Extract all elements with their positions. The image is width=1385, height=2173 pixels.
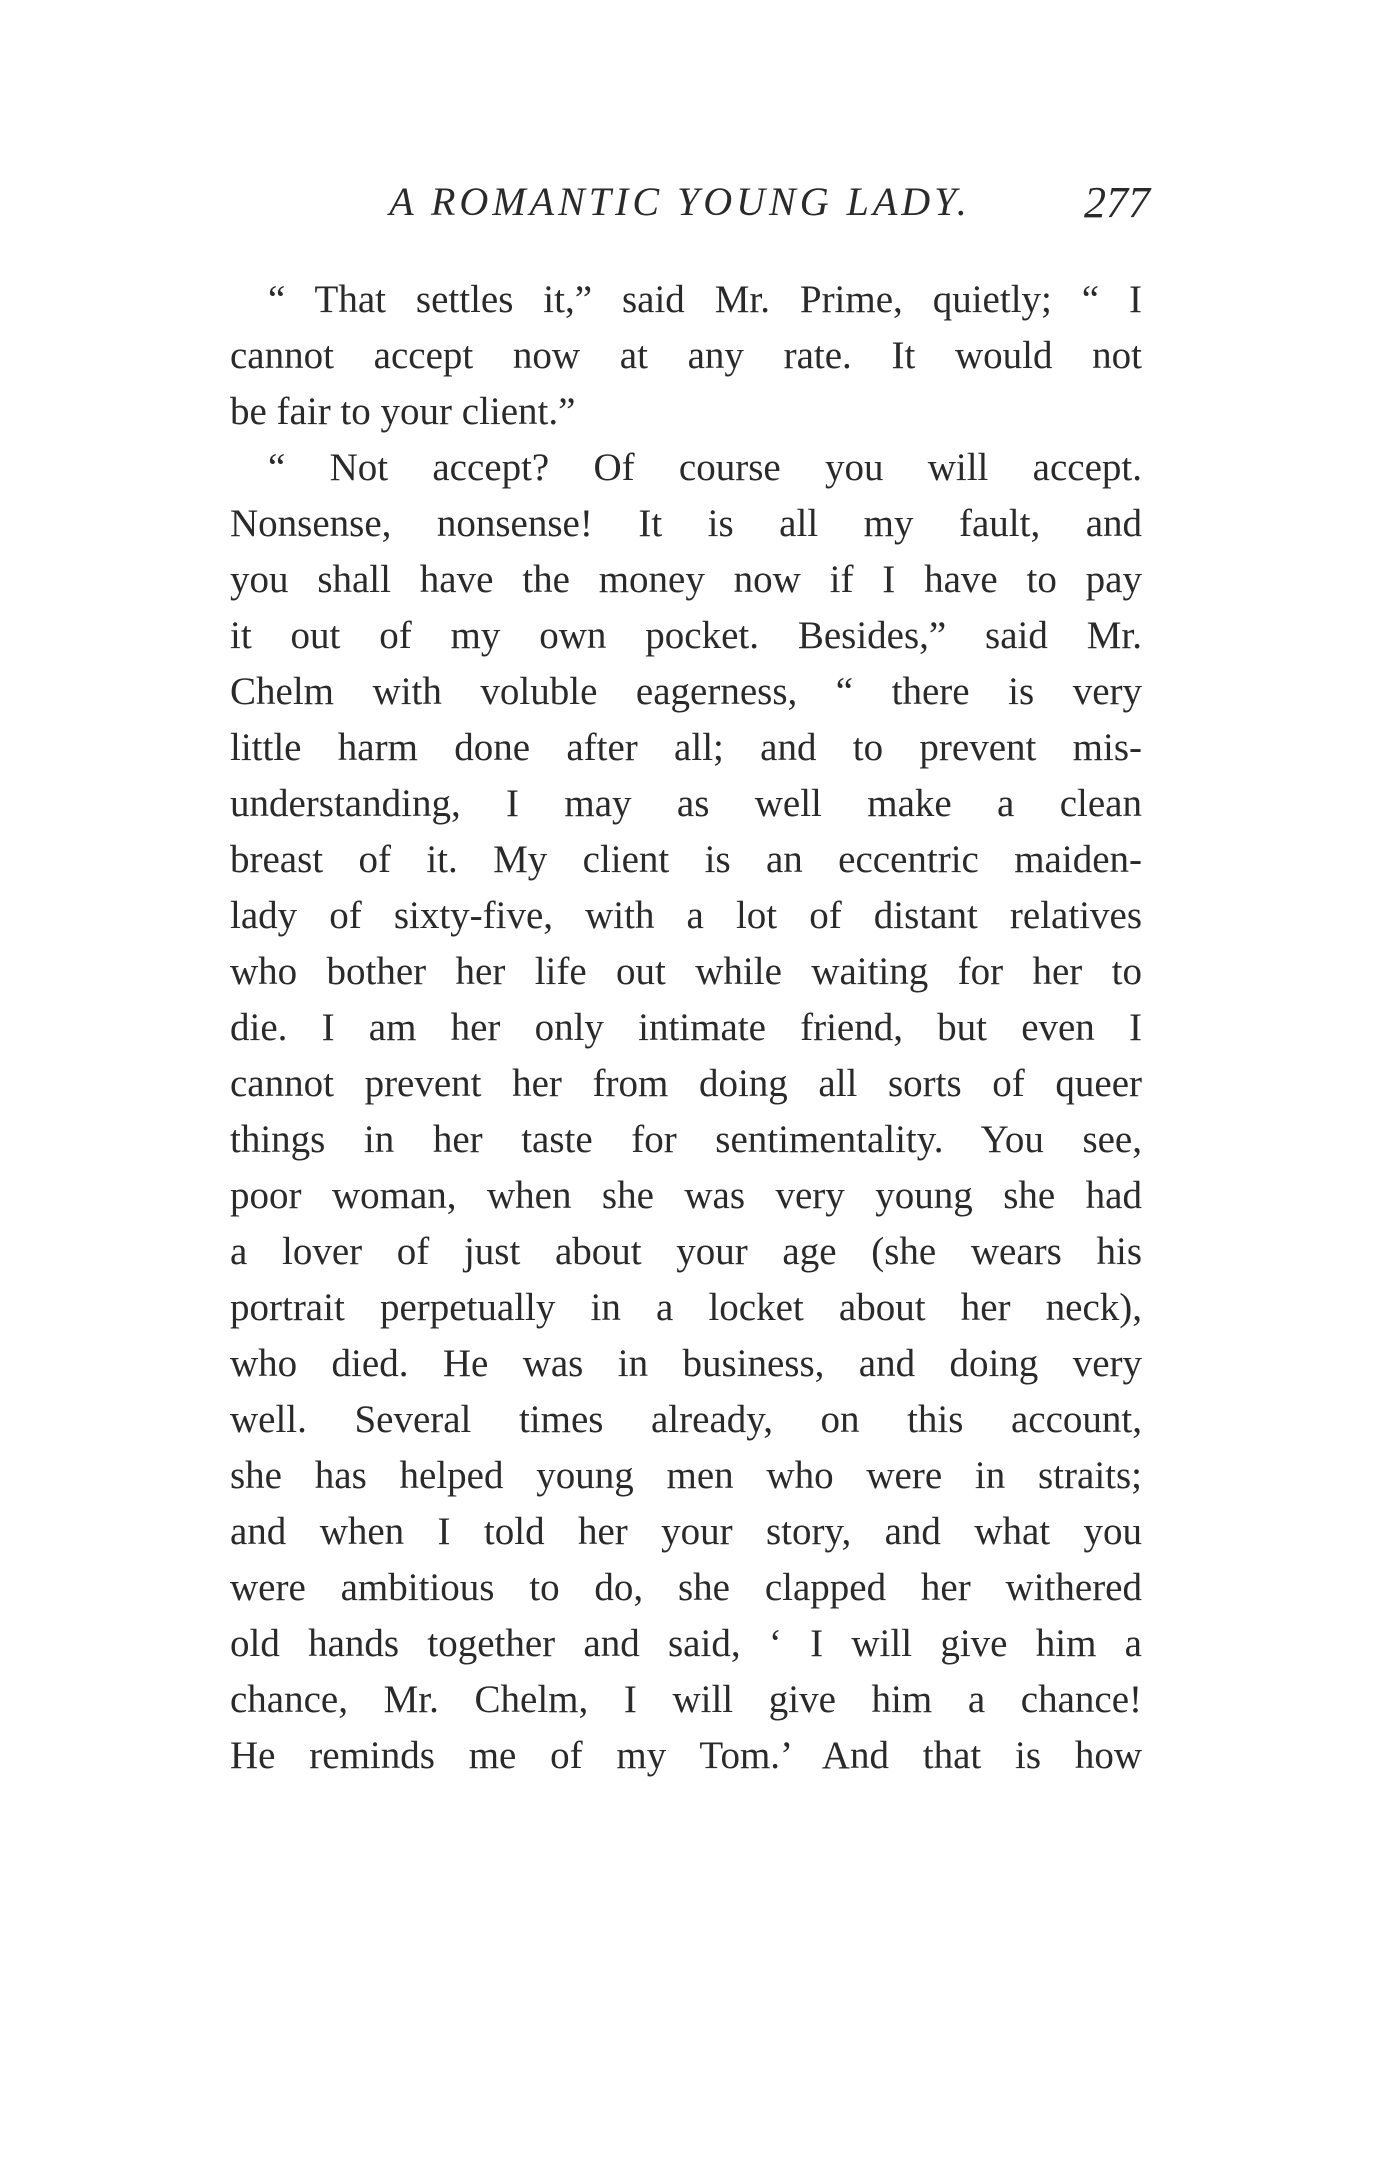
- text-line: who died. He was in business, and doing very: [230, 1342, 1142, 1385]
- text-line: things in her taste for sentimentality. You see,: [230, 1118, 1142, 1161]
- text-line: die. I am her only intimate friend, but even I: [230, 1006, 1142, 1049]
- text-line: little harm done after all; and to prevent mis-: [230, 726, 1142, 769]
- text-line: portrait perpetually in a locket about her neck),: [230, 1286, 1142, 1329]
- text-line: He reminds me of my Tom.’ And that is how: [230, 1734, 1142, 1777]
- running-title: A ROMANTIC YOUNG LADY.: [389, 179, 971, 224]
- text-line: breast of it. My client is an eccentric maiden-: [230, 838, 1142, 881]
- page-number: 277: [1084, 178, 1150, 227]
- text-line: Chelm with voluble eagerness, “ there is very: [230, 670, 1142, 713]
- text-line: cannot prevent her from doing all sorts of queer: [230, 1062, 1142, 1105]
- text-line: who bother her life out while waiting for her to: [230, 950, 1142, 993]
- text-line: poor woman, when she was very young she had: [230, 1174, 1142, 1217]
- text-line: were ambitious to do, she clapped her withered: [230, 1566, 1142, 1609]
- text-line: chance, Mr. Chelm, I will give him a chance!: [230, 1678, 1142, 1721]
- text-line: it out of my own pocket. Besides,” said Mr.: [230, 614, 1142, 657]
- body-text: [230, 272, 1142, 1784]
- text-line: and when I told her your story, and what you: [230, 1510, 1142, 1553]
- text-line: understanding, I may as well make a clean: [230, 782, 1142, 825]
- text-line: lady of sixty-five, with a lot of distant relatives: [230, 894, 1142, 937]
- text-line: well. Several times already, on this account,: [230, 1398, 1142, 1441]
- text-line: you shall have the money now if I have to pay: [230, 558, 1142, 601]
- text-line: a lover of just about your age (she wears his: [230, 1230, 1142, 1273]
- text-line: be fair to your client.”: [230, 390, 576, 433]
- text-line: “ That settles it,” said Mr. Prime, quietly; “ I: [268, 278, 1142, 321]
- text-line: cannot accept now at any rate. It would not: [230, 334, 1142, 377]
- text-line: she has helped young men who were in straits;: [230, 1454, 1142, 1497]
- text-line: old hands together and said, ‘ I will give him a: [230, 1622, 1142, 1665]
- text-line: Nonsense, nonsense! It is all my fault, and: [230, 502, 1142, 545]
- text-line: “ Not accept? Of course you will accept.: [268, 446, 1142, 489]
